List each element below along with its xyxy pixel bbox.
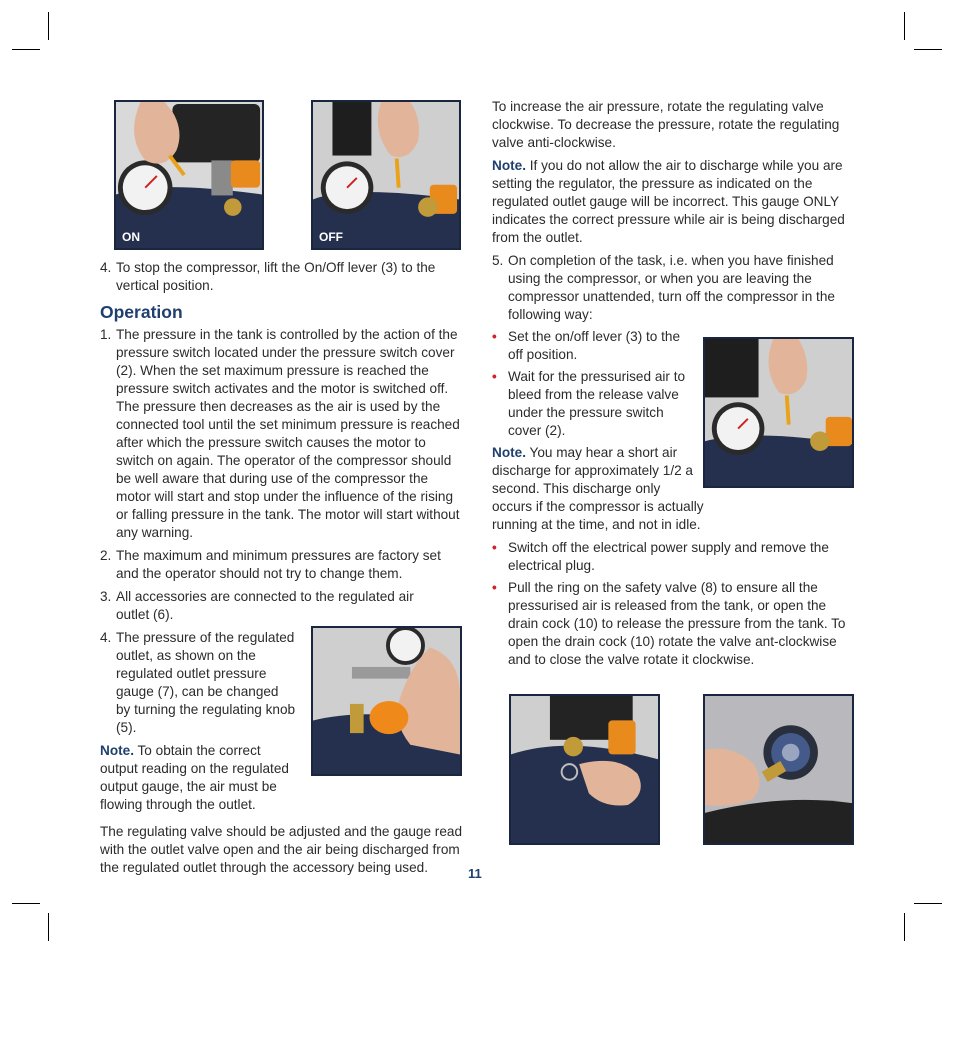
crop-mark <box>12 903 40 904</box>
crop-mark <box>904 12 905 40</box>
photo-lever-on <box>114 100 264 250</box>
crop-mark <box>904 913 905 941</box>
bullet-text: Pull the ring on the safety valve (8) to ensure all the pressurised air is released from the tank, or open the drain cock (10) to release the pressure from the tank. To open the drain cock (10) rotate the valve ant-clockwise and to close the valve rotate it clockwise. <box>508 580 846 667</box>
left-column <box>100 259 464 882</box>
photo-caption-off: OFF <box>319 230 343 244</box>
note-label: Note. <box>100 743 134 758</box>
closing-paragraph: The regulating valve should be adjusted and the gauge read with the outlet valve open and the air being discharged from the regulated outlet through the accessory being used. <box>100 824 463 875</box>
crop-mark <box>12 49 40 50</box>
list-number: 1. <box>100 327 112 342</box>
list-text: The maximum and minimum pressures are factory set and the operator should not try to change them. <box>116 548 441 581</box>
bullet-item <box>492 368 688 440</box>
note-paragraph <box>100 742 296 814</box>
list-item-stop <box>100 259 464 295</box>
crop-mark <box>48 913 49 941</box>
note-label: Note. <box>492 158 526 173</box>
list-text: The pressure in the tank is controlled by the action of the pressure switch located under the pressure switch cover (2). When the set maximum pressure is reached the pressure switch activates and the motor is switched off. The pressure then decreases as the air is used by the connected tool until the set minimum pressure is reached after which the pressure switch causes the motor to switch on again. The operator of the compressor should be well aware that during use of the compressor the motor will start and stop under the influence of the rising or falling pressure in the tank. The motor will start without any warning. <box>116 327 460 540</box>
bullet-dot: • <box>492 540 497 555</box>
note-text: To obtain the correct output reading on the regulated output gauge, the air must be flowing through the outlet. <box>100 743 289 812</box>
note-paragraph <box>492 157 856 247</box>
page-number: 11 <box>468 866 482 881</box>
list-item <box>100 547 464 583</box>
note-text: You may hear a short air discharge for approximately 1/2 a second. This discharge only occurs if the compressor is actually running at the time, and not in idle. <box>492 445 704 532</box>
bullet-item <box>492 328 688 364</box>
photo-regulating-knob <box>311 626 462 776</box>
bullet-dot: • <box>492 329 497 344</box>
list-item <box>100 326 464 542</box>
photo-lever-off-right <box>703 337 854 488</box>
crop-mark <box>914 903 942 904</box>
photo-safety-valve <box>509 694 660 845</box>
list-number: 3. <box>100 589 112 604</box>
photo-drain-cock <box>703 694 854 845</box>
list-number: 4. <box>100 630 112 645</box>
list-text: The pressure of the regulated outlet, as shown on the regulated outlet pressure gauge (7), can be changed by turning the regulating knob (5). <box>116 630 296 735</box>
crop-mark <box>914 49 942 50</box>
section-heading-operation: Operation <box>100 302 183 322</box>
bullet-dot: • <box>492 580 497 595</box>
bullet-text: Wait for the pressurised air to bleed from the release valve under the pressure switch cover (2). <box>508 369 686 438</box>
bullet-dot: • <box>492 369 497 384</box>
bullet-text: Switch off the electrical power supply and remove the electrical plug. <box>508 540 829 573</box>
bullet-item <box>492 579 856 669</box>
bullet-text: Set the on/off lever (3) to the off position. <box>508 329 681 362</box>
intro-paragraph: To increase the air pressure, rotate the regulating valve clockwise. To decrease the pressure, rotate the regulating valve anti-clockwise. <box>492 99 840 150</box>
list-text: All accessories are connected to the regulated air outlet (6). <box>116 589 414 622</box>
list-number: 2. <box>100 548 112 563</box>
list-number: 4. <box>100 260 112 275</box>
note-text: If you do not allow the air to discharge while you are setting the regulator, the pressure as indicated on the regulated outlet gauge will be incorrect. This gauge ONLY indicates the correct pressure while air is being discharged from the outlet. <box>492 158 845 245</box>
list-number: 5. <box>492 253 504 268</box>
note-paragraph <box>492 444 704 534</box>
list-item <box>100 588 464 624</box>
photo-lever-off <box>311 100 461 250</box>
note-label: Note. <box>492 445 526 460</box>
list-text: On completion of the task, i.e. when you have finished using the compressor, or when you are leaving the compressor unattended, turn off the compressor in the following way: <box>508 253 835 322</box>
photo-caption-on: ON <box>122 230 140 244</box>
list-text: To stop the compressor, lift the On/Off lever (3) to the vertical position. <box>116 260 436 293</box>
crop-mark <box>48 12 49 40</box>
bullet-item <box>492 539 856 575</box>
list-item <box>100 629 296 737</box>
list-item <box>492 252 856 324</box>
